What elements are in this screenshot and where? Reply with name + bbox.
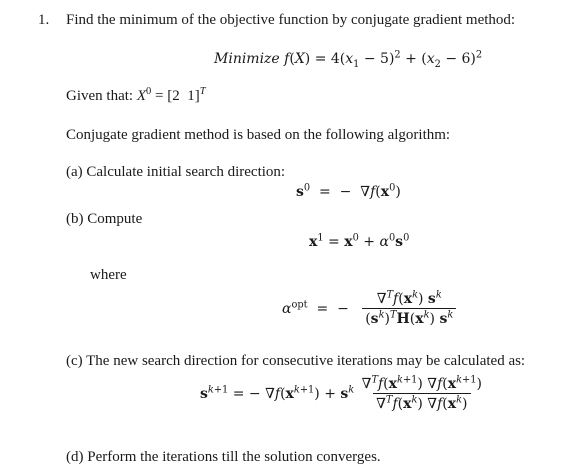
step-a-equation: $s^0$ = − $\nabla f(x^0)$ [296,182,401,200]
given-statement: Given that: $X^0 = [2$ 1]$^T$ [66,86,206,104]
step-c-label: (c) The new search direction for consecutive iterations may be calculated as: [66,353,526,369]
search-direction-fraction: $\frac{\nabla^Tf(x^{k+1}) \nabla f(x^{k+1})}{\nabla^Tf(x^k) \nabla f(x^k)}$ [361,374,482,412]
step-d-label: (d) Perform the iterations till the solution converges. [66,449,381,465]
where-label: where [90,267,127,283]
alpha-opt-equation: $\alpha^{opt}$ = − $\frac{\nabla^Tf(x^k) s^k}{(s^k)^TH(x^k) s^k}$ [282,292,456,326]
problem-number: 1. [38,12,50,28]
step-a-label: (a) Calculate initial search direction: [66,164,286,180]
step-b-label: (b) Compute [66,211,143,227]
step-c-equation: $s^{k+1}$ = − $\nabla f(x^{k+1}) + s^k$ $\frac{\nabla^Tf(x^{k+1}) \nabla f(x^{k+1})}{\nabla^Tf(x^k) \nabla f(x^k)}$ [200,377,485,411]
alpha-opt-fraction: $\frac{\nabla^Tf(x^k) s^k}{(s^k)^TH(x^k) s^k}$ [362,292,456,326]
problem-statement: Find the minimum of the objective function by conjugate gradient method: [66,12,516,28]
objective-function: Minimize $f(X) = 4(x_1 - 5)^2 + (x_2 - 6)^2$ [214,49,483,70]
step-b-equation: $x^1 = x^0 + \alpha^0s^0$ [309,232,410,250]
algorithm-intro: Conjugate gradient method is based on the following algorithm: [66,127,451,143]
